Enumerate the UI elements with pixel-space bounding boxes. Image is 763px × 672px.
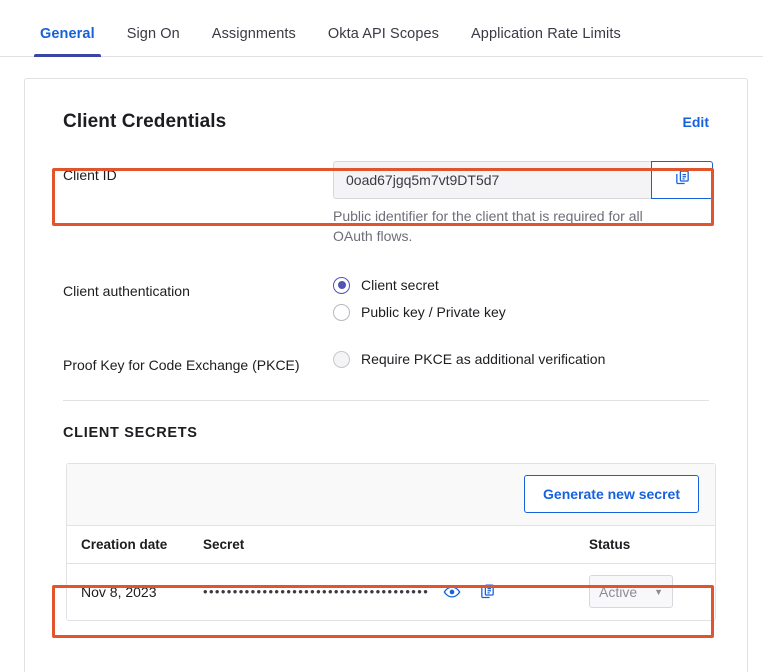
- radio-client-secret-label: Client secret: [361, 277, 439, 294]
- table-header: [67, 526, 715, 564]
- pkce-label: Proof Key for Code Exchange (PKCE): [63, 356, 300, 373]
- copy-icon: [674, 169, 691, 191]
- radio-public-private-key-label: Public key / Private key: [361, 304, 506, 321]
- column-header-status: Status: [589, 536, 631, 552]
- column-header-creation-date: Creation date: [81, 536, 168, 552]
- chevron-down-icon: ▼: [654, 586, 663, 597]
- pkce-row: [63, 351, 709, 378]
- tab-bar: [0, 0, 763, 57]
- column-header-secret: Secret: [203, 536, 245, 552]
- tab-general[interactable]: General: [24, 26, 111, 56]
- checkbox-indicator: [333, 351, 350, 368]
- radio-indicator: [333, 277, 350, 294]
- client-id-help-text: Public identifier for the client that is required for all OAuth flows.: [333, 208, 643, 245]
- secrets-toolbar: [67, 464, 715, 526]
- generate-new-secret-button[interactable]: Generate new secret: [524, 475, 699, 513]
- copy-client-id-button[interactable]: [651, 161, 713, 199]
- client-authentication-row: [63, 277, 709, 331]
- radio-client-secret[interactable]: [333, 277, 709, 294]
- tab-assignments[interactable]: Assignments: [211, 26, 296, 42]
- status-value: Active: [599, 583, 638, 600]
- client-authentication-label: Client authentication: [63, 282, 190, 299]
- client-secrets-table: [66, 463, 716, 621]
- copy-icon[interactable]: [479, 583, 496, 600]
- status-select[interactable]: [589, 575, 673, 608]
- checkbox-require-pkce-label: Require PKCE as additional verification: [361, 351, 606, 368]
- radio-indicator: [333, 304, 350, 321]
- tab-application-rate-limits[interactable]: Application Rate Limits: [471, 26, 621, 42]
- page-title: Client Credentials: [63, 111, 227, 132]
- client-id-input[interactable]: 0oad67jgq5m7vt9DT5d7: [333, 161, 651, 199]
- cell-secret-masked: ••••••••••••••••••••••••••••••••••••••: [203, 584, 430, 600]
- table-row: [67, 564, 715, 620]
- divider: [63, 400, 709, 401]
- tab-okta-api-scopes[interactable]: Okta API Scopes: [327, 26, 440, 42]
- tab-sign-on[interactable]: Sign On: [126, 26, 180, 42]
- section-header: [63, 111, 709, 133]
- client-id-row: [63, 161, 709, 247]
- edit-link[interactable]: Edit: [682, 114, 709, 130]
- checkbox-require-pkce[interactable]: [333, 351, 709, 368]
- cell-creation-date: Nov 8, 2023: [81, 583, 157, 600]
- client-secrets-title: CLIENT SECRETS: [63, 424, 198, 441]
- radio-public-private-key[interactable]: [333, 304, 709, 321]
- client-credentials-card: [24, 78, 748, 672]
- client-id-label: Client ID: [63, 167, 117, 183]
- eye-icon[interactable]: [443, 583, 461, 601]
